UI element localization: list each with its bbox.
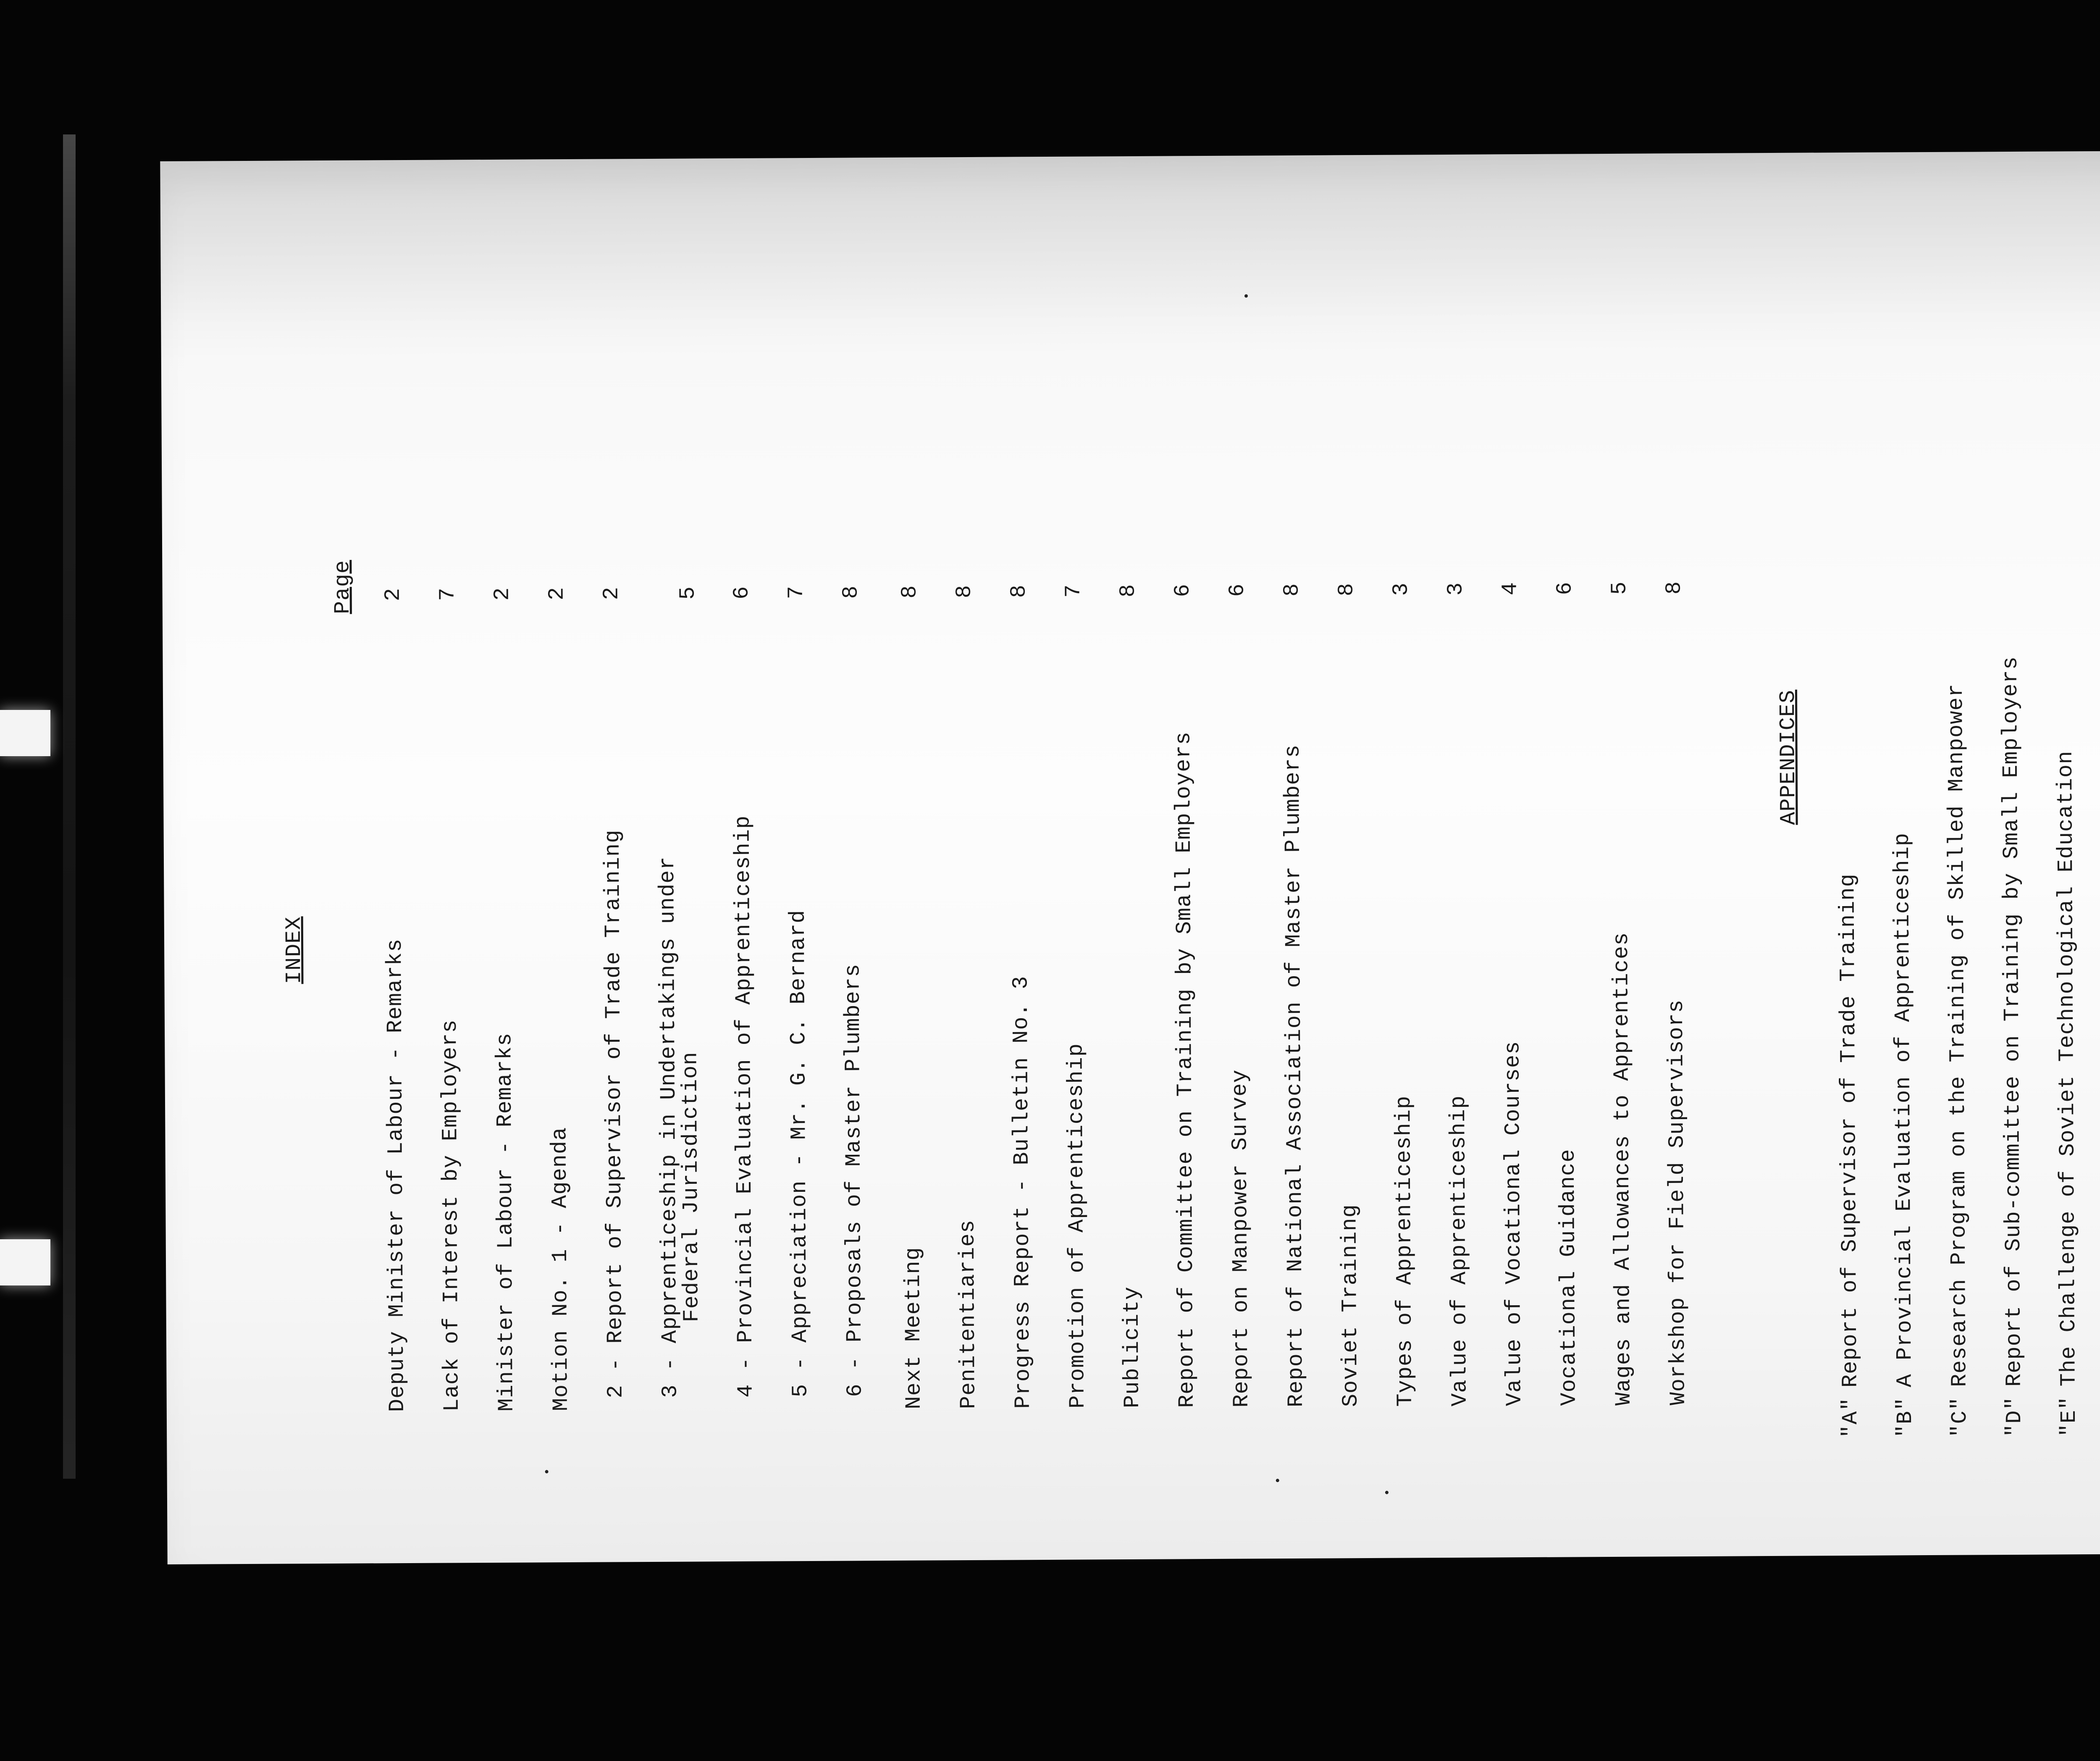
index-entry: Progress Report - Bulletin No. 3 8	[1006, 584, 1036, 1409]
index-entry: Soviet Training 8	[1334, 582, 1363, 1407]
dust-speck	[1276, 1479, 1279, 1482]
index-entry: Publicity 8	[1116, 583, 1145, 1409]
index-subentry: 3 - Apprenticeship in Undertakings under Federal Jurisdiction 5	[655, 586, 704, 1398]
dust-speck	[1385, 1491, 1389, 1494]
index-subentry: 2 - Report of Supervisor of Trade Training 2	[599, 586, 628, 1398]
index-entry: Next Meeting 8	[897, 585, 927, 1409]
index-subentry: 6 - Proposals of Master Plumbers 8	[838, 585, 868, 1397]
index-entry: Minister of Labour - Remarks 2	[490, 587, 519, 1411]
appendix-entry: "A" Report of Supervisor of Trade Training	[1835, 873, 1864, 1438]
dust-speck	[545, 1470, 549, 1473]
index-entry: Wages and Allowances to Apprentices 5	[1607, 581, 1636, 1406]
index-entry: Promotion of Apprenticeship 7	[1061, 584, 1090, 1409]
index-content	[203, 352, 2100, 1455]
index-entry: Report of Committee on Training by Small Employers 6	[1170, 583, 1200, 1408]
appendix-entry: "E" The Challenge of Soviet Technological Education	[2053, 750, 2082, 1437]
scanned-page	[160, 150, 2100, 1564]
index-entry: Motion No. 1 - Agenda 2	[544, 586, 574, 1411]
scan-edge-mark	[0, 710, 50, 756]
index-entry: Workshop for Field Supervisors 8	[1662, 581, 1691, 1406]
index-entry: Lack of Interest by Employers 7	[435, 587, 465, 1412]
index-entry: Value of Apprenticeship 3	[1443, 582, 1473, 1407]
index-entry: Types of Apprenticeship 3	[1389, 582, 1418, 1407]
index-title: INDEX	[281, 916, 307, 984]
index-entry: Deputy Minister of Labour - Remarks 2	[381, 587, 410, 1412]
appendix-entry: "D" Report of Sub-committee on Training by Small Employers	[1998, 656, 2027, 1438]
index-entry: Report on Manpower Survey 6	[1225, 583, 1254, 1408]
appendix-entry: "B" A Provincial Evaluation of Apprenticeship	[1890, 832, 1918, 1438]
scan-edge-artifact	[63, 134, 76, 1479]
appendix-entry: "C" Research Program on the Training of Skilled Manpower	[1943, 683, 1973, 1438]
page-column-header: Page	[330, 560, 355, 614]
index-entry: Penitentiaries 8	[952, 584, 981, 1409]
dust-speck	[1244, 294, 1248, 298]
index-entry: Report of National Association of Master Plumbers 8	[1279, 583, 1309, 1408]
appendices-title: APPENDICES	[1775, 689, 1801, 825]
index-subentry: 4 - Provincial Evaluation of Apprenticeship 6	[729, 586, 759, 1398]
index-subentry: 5 - Appreciation - Mr. G. C. Bernard 7	[784, 585, 813, 1398]
index-entry: Vocational Guidance 6	[1552, 581, 1582, 1406]
scan-edge-mark	[0, 1239, 50, 1285]
index-entry: Value of Vocational Courses 4	[1498, 581, 1527, 1406]
